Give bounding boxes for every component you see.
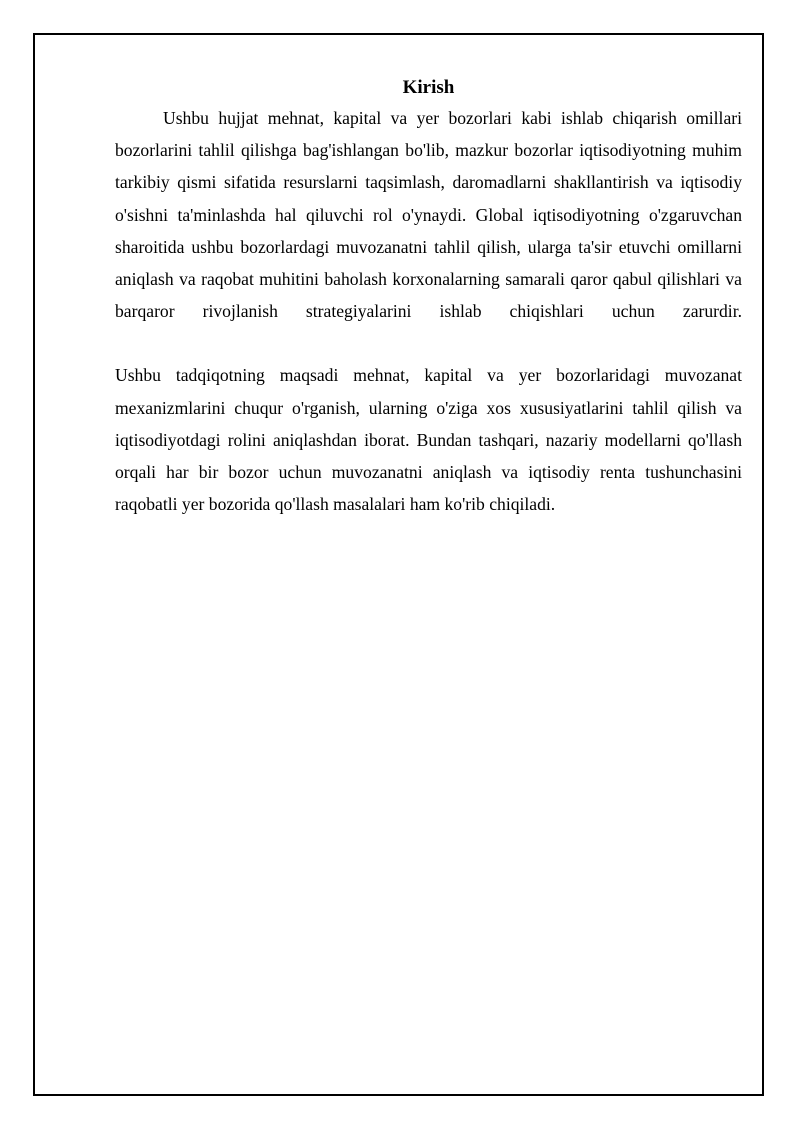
paragraph-purpose: Ushbu tadqiqotning maqsadi mehnat, kapital va yer bozorlaridagi muvozanat mexanizmlarini chuqur o'rganish, ularning o'ziga xos xususiyatlarini tahlil qilish va iqtisodiyotdagi rolini aniqlashdan iborat. Bundan tashqari, nazariy modellarni qo'llash orqali har bir bozor uchun muvozanatni aniqlash va iqtisodiy renta tushunchasini raqobatli yer bozorida qo'llash masalalari ham ko'rib chiqiladi. (115, 365, 742, 515)
paragraph-spacer (115, 327, 742, 359)
paragraph-intro: Ushbu hujjat mehnat, kapital va yer bozorlari kabi ishlab chiqarish omillari bozorlarini tahlil qilishga bag'ishlangan bo'lib, mazkur bozorlar iqtisodiyotning muhim tarkibiy qismi sifatida resurslarni taqsimlash, daromadlarni shakllantirish va iqtisodiy o'sishni ta'minlashda hal qiluvchi rol o'ynaydi. Global iqtisodiyotning o'zgaruvchan sharoitida ushbu bozorlardagi muvozanatni tahlil qilish, ularga ta'sir etuvchi omillarni aniqlash va raqobat muhitini baholash korxonalarning samarali qaror qabul qilishlari va barqaror rivojlanish strategiyalarini ishlab chiqishlari uchun zarurdir. (115, 108, 742, 322)
document-body (115, 76, 742, 520)
document-title: Kirish (402, 77, 455, 98)
